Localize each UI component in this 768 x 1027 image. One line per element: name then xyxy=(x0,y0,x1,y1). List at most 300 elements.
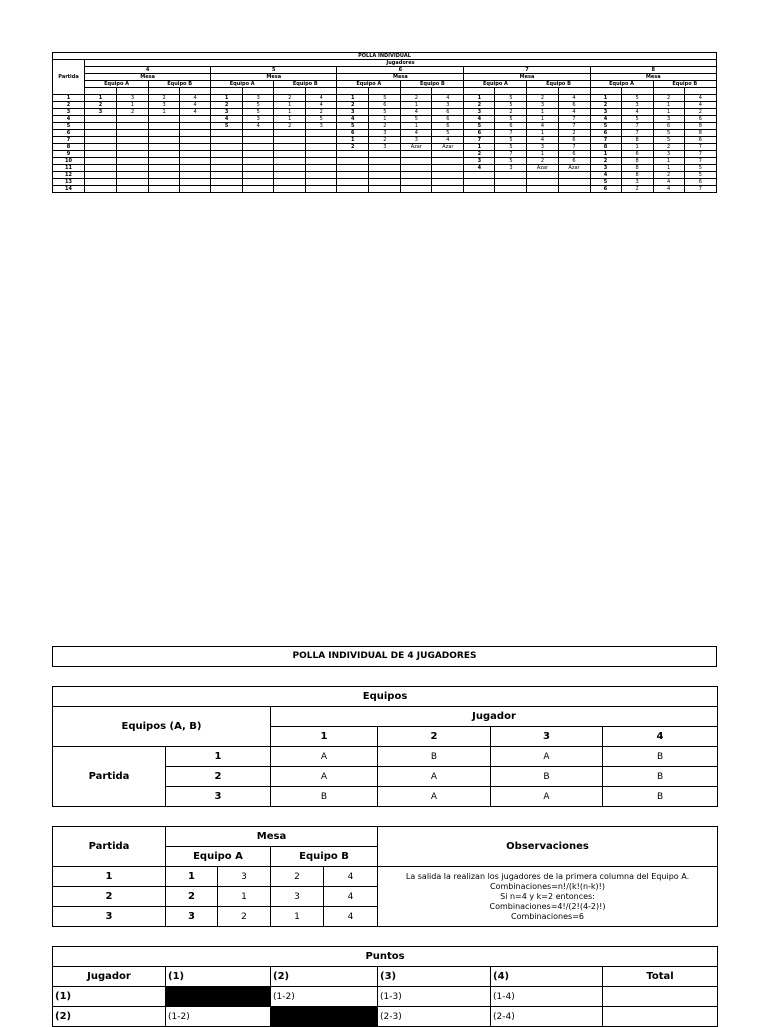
mesa-cell xyxy=(274,144,306,151)
team-cell: B xyxy=(378,747,491,767)
mesa-cell: 5 xyxy=(653,137,684,144)
mesa-cell xyxy=(117,116,149,123)
mesa-cell: 7 xyxy=(495,151,527,158)
equipo-a-header: Equipo A xyxy=(211,81,274,88)
empty-cell xyxy=(211,88,243,95)
mesa-cell xyxy=(180,158,211,165)
player-count-header: 4 xyxy=(85,67,211,74)
mesa-cell: 1 xyxy=(274,116,306,123)
mesa-cell: 2 xyxy=(558,130,590,137)
mesa-cell: 7 xyxy=(495,130,527,137)
partida-number: 1 xyxy=(53,867,166,887)
mesa-cell: 4 xyxy=(464,116,495,123)
mesa-cell: 2 xyxy=(621,186,653,193)
mesa-cell: 5 xyxy=(495,95,527,102)
mesa-cell: 1 xyxy=(653,158,684,165)
mesa-cell: 6 xyxy=(621,151,653,158)
jugadores-header: Jugadores xyxy=(85,60,717,67)
mesa-cell: 6 xyxy=(369,102,401,109)
jugador-header: Jugador xyxy=(53,967,166,987)
mesa-cell: 1 xyxy=(85,95,117,102)
equipo-a-header: Equipo A xyxy=(590,81,653,88)
mesa-cell: 6 xyxy=(558,158,590,165)
jugador-header: Jugador xyxy=(271,707,718,727)
mesa-cell xyxy=(85,179,117,186)
mesa-cell: 7 xyxy=(621,123,653,130)
team-cell: A xyxy=(491,787,603,807)
mesa-cell xyxy=(85,116,117,123)
mesa-cell: 3 xyxy=(369,130,401,137)
mesa-cell: 3 xyxy=(117,95,149,102)
mesa-table xyxy=(52,826,718,927)
mesa-cell xyxy=(401,179,432,186)
table-row xyxy=(53,130,717,137)
empty-cell xyxy=(369,88,401,95)
mesa-cell: 5 xyxy=(464,123,495,130)
equipos-title: Equipos xyxy=(53,687,718,707)
empty-cell xyxy=(337,88,369,95)
matchup-cell: (1-3) xyxy=(378,987,491,1007)
mesa-cell xyxy=(180,116,211,123)
mesa-cell: 2 xyxy=(271,867,324,887)
mesa-cell xyxy=(117,137,149,144)
mesa-cell xyxy=(149,165,180,172)
mesa-cell: 5 xyxy=(369,109,401,116)
mesa-cell: 6 xyxy=(432,109,464,116)
jugador-number: 3 xyxy=(491,727,603,747)
mesa-cell xyxy=(527,179,558,186)
mesa-cell: 2 xyxy=(464,151,495,158)
mesa-cell xyxy=(306,144,337,151)
mesa-cell: 1 xyxy=(271,907,324,927)
mesa-cell xyxy=(274,151,306,158)
mesa-cell xyxy=(274,179,306,186)
mesa-cell: 1 xyxy=(464,95,495,102)
mesa-cell xyxy=(401,165,432,172)
team-cell: A xyxy=(491,747,603,767)
equipo-b-header: Equipo B xyxy=(274,81,337,88)
mesa-cell: 1 xyxy=(527,130,558,137)
partida-number: 5 xyxy=(53,123,85,130)
mesa-cell xyxy=(432,165,464,172)
mesa-cell xyxy=(369,172,401,179)
partida-number: 13 xyxy=(53,179,85,186)
mesa-cell: 5 xyxy=(495,158,527,165)
mesa-cell xyxy=(401,151,432,158)
mesa-cell: 2 xyxy=(464,102,495,109)
total-header: Total xyxy=(603,967,718,987)
mesa-cell: 2 xyxy=(274,123,306,130)
mesa-cell: 3 xyxy=(621,102,653,109)
mesa-header: Mesa xyxy=(85,74,211,81)
mesa-cell: 6 xyxy=(464,130,495,137)
player-count-header: 7 xyxy=(464,67,590,74)
player-column-header: (1) xyxy=(166,967,271,987)
mesa-cell: 5 xyxy=(621,116,653,123)
mesa-cell xyxy=(117,144,149,151)
table-row xyxy=(53,179,717,186)
mesa-cell: 7 xyxy=(621,130,653,137)
blocked-cell xyxy=(166,987,271,1007)
empty-cell xyxy=(401,88,432,95)
mesa-cell xyxy=(401,186,432,193)
empty-cell xyxy=(274,88,306,95)
mesa-cell xyxy=(211,137,243,144)
mesa-cell xyxy=(85,172,117,179)
mesa-cell: 3 xyxy=(464,109,495,116)
mesa-cell: 3 xyxy=(432,102,464,109)
mesa-cell: 7 xyxy=(684,151,716,158)
total-cell xyxy=(603,987,718,1007)
partida-number: 2 xyxy=(53,887,166,907)
equipos-table xyxy=(52,686,718,807)
mesa-cell: 8 xyxy=(684,130,716,137)
partida-number: 3 xyxy=(53,109,85,116)
mesa-cell xyxy=(117,179,149,186)
mesa-cell: 7 xyxy=(590,137,621,144)
mesa-cell: 7 xyxy=(684,186,716,193)
matchup-cell: (2-4) xyxy=(491,1007,603,1027)
mesa-cell: 4 xyxy=(432,95,464,102)
empty-cell xyxy=(621,88,653,95)
mesa-cell xyxy=(149,158,180,165)
mesa-cell xyxy=(274,186,306,193)
equipo-b-header: Equipo B xyxy=(271,847,378,867)
mesa-cell xyxy=(180,123,211,130)
mesa-cell: 6 xyxy=(558,137,590,144)
obs-line: Combinaciones=4!/(2!(4-2)!) xyxy=(489,901,606,911)
mesa-cell: 1 xyxy=(369,116,401,123)
mesa-cell: 2 xyxy=(85,102,117,109)
team-cell: B xyxy=(271,787,378,807)
mesa-cell: 1 xyxy=(464,144,495,151)
partida-number: 1 xyxy=(53,95,85,102)
mesa-cell xyxy=(274,158,306,165)
mesa-cell: Azar xyxy=(432,144,464,151)
mesa-cell xyxy=(306,172,337,179)
empty-cell xyxy=(117,88,149,95)
empty-cell xyxy=(590,88,621,95)
mesa-header: Mesa xyxy=(211,74,337,81)
equipos-ab-header: Equipos (A, B) xyxy=(53,707,271,747)
mesa-cell xyxy=(337,165,369,172)
mesa-cell xyxy=(401,158,432,165)
table-row xyxy=(53,172,717,179)
mesa-cell xyxy=(432,151,464,158)
mesa-cell: 4 xyxy=(337,116,369,123)
mesa-cell: 4 xyxy=(558,109,590,116)
mesa-cell: 3 xyxy=(464,158,495,165)
mesa-cell xyxy=(149,123,180,130)
mesa-cell: 5 xyxy=(495,137,527,144)
mesa-cell xyxy=(117,158,149,165)
mesa-cell xyxy=(558,172,590,179)
observaciones-header: Observaciones xyxy=(378,827,718,867)
matchup-cell: (1-2) xyxy=(271,987,378,1007)
mesa-cell: 3 xyxy=(621,179,653,186)
mesa-cell: 7 xyxy=(684,144,716,151)
mesa-cell: 4 xyxy=(306,102,337,109)
team-cell: B xyxy=(603,747,718,767)
mesa-cell xyxy=(211,179,243,186)
mesa-cell xyxy=(180,137,211,144)
mesa-cell xyxy=(149,151,180,158)
partida-header: Partida xyxy=(53,747,166,807)
team-cell: A xyxy=(271,767,378,787)
mesa-cell: 1 xyxy=(590,151,621,158)
polla-individual-table xyxy=(52,52,717,193)
mesa-cell xyxy=(85,186,117,193)
mesa-cell: 2 xyxy=(166,887,218,907)
mesa-cell: 7 xyxy=(684,158,716,165)
mesa-cell: 5 xyxy=(432,130,464,137)
mesa-cell: 2 xyxy=(337,102,369,109)
mesa-cell xyxy=(306,158,337,165)
mesa-cell: 2 xyxy=(590,158,621,165)
table-row xyxy=(53,144,717,151)
mesa-cell: 3 xyxy=(218,867,271,887)
mesa-cell xyxy=(495,186,527,193)
observaciones-text xyxy=(378,867,718,927)
equipo-b-header: Equipo B xyxy=(653,81,716,88)
mesa-cell xyxy=(337,186,369,193)
mesa-cell: 3 xyxy=(369,144,401,151)
table-row xyxy=(53,158,717,165)
player-count-header: 5 xyxy=(211,67,337,74)
mesa-cell xyxy=(274,165,306,172)
mesa-cell: 5 xyxy=(684,165,716,172)
mesa-cell: 3 xyxy=(653,116,684,123)
mesa-cell xyxy=(527,172,558,179)
table-row xyxy=(53,151,717,158)
mesa-cell: 3 xyxy=(211,109,243,116)
player-row-label: (1) xyxy=(53,987,166,1007)
mesa-cell: 3 xyxy=(271,887,324,907)
mesa-cell: 2 xyxy=(337,144,369,151)
mesa-cell: 1 xyxy=(218,887,271,907)
mesa-cell xyxy=(211,144,243,151)
mesa-cell: 2 xyxy=(211,102,243,109)
mesa-cell xyxy=(85,144,117,151)
mesa-cell: 3 xyxy=(306,123,337,130)
equipo-b-header: Equipo B xyxy=(401,81,464,88)
mesa-cell: 1 xyxy=(653,165,684,172)
mesa-cell: 8 xyxy=(621,165,653,172)
mesa-cell: 2 xyxy=(369,123,401,130)
mesa-cell: 2 xyxy=(495,109,527,116)
mesa-cell: 5 xyxy=(306,116,337,123)
partida-number: 11 xyxy=(53,165,85,172)
mesa-cell xyxy=(243,130,274,137)
partida-header: Partida xyxy=(53,60,85,95)
mesa-cell: 6 xyxy=(558,102,590,109)
mesa-cell: 4 xyxy=(180,102,211,109)
mesa-cell xyxy=(464,179,495,186)
mesa-cell xyxy=(180,130,211,137)
mesa-cell xyxy=(243,151,274,158)
mesa-cell: 4 xyxy=(684,102,716,109)
mesa-cell: 5 xyxy=(243,102,274,109)
mesa-cell: 1 xyxy=(274,109,306,116)
partida-number: 4 xyxy=(53,116,85,123)
mesa-cell xyxy=(149,179,180,186)
mesa-cell xyxy=(85,123,117,130)
mesa-cell: 1 xyxy=(149,109,180,116)
mesa-cell: 1 xyxy=(401,102,432,109)
mesa-cell: 6 xyxy=(558,151,590,158)
mesa-cell: 7 xyxy=(558,123,590,130)
mesa-cell: 1 xyxy=(211,95,243,102)
mesa-cell: 8 xyxy=(684,123,716,130)
mesa-cell: 7 xyxy=(558,116,590,123)
mesa-cell: 6 xyxy=(590,186,621,193)
mesa-cell: 5 xyxy=(590,179,621,186)
mesa-cell xyxy=(211,186,243,193)
mesa-cell: 6 xyxy=(495,123,527,130)
mesa-cell: 2 xyxy=(218,907,271,927)
mesa-cell xyxy=(306,151,337,158)
player-column-header: (3) xyxy=(378,967,491,987)
mesa-cell: 4 xyxy=(527,137,558,144)
mesa-cell: 1 xyxy=(590,95,621,102)
mesa-cell: 4 xyxy=(527,123,558,130)
mesa-cell: 4 xyxy=(653,186,684,193)
mesa-cell xyxy=(211,158,243,165)
mesa-cell xyxy=(274,172,306,179)
jugador-number: 4 xyxy=(603,727,718,747)
mesa-cell xyxy=(401,172,432,179)
mesa-cell: 5 xyxy=(495,116,527,123)
mesa-cell: 6 xyxy=(684,116,716,123)
mesa-cell: 6 xyxy=(432,123,464,130)
table-row xyxy=(53,123,717,130)
mesa-cell: 4 xyxy=(684,95,716,102)
mesa-cell xyxy=(85,130,117,137)
empty-cell xyxy=(243,88,274,95)
mesa-cell xyxy=(306,137,337,144)
empty-cell xyxy=(180,88,211,95)
partida-number: 14 xyxy=(53,186,85,193)
mesa-cell: 2 xyxy=(653,172,684,179)
partida-header: Partida xyxy=(53,827,166,867)
partida-number: 10 xyxy=(53,158,85,165)
mesa-cell xyxy=(149,116,180,123)
team-cell: B xyxy=(603,787,718,807)
team-cell: B xyxy=(603,767,718,787)
mesa-cell xyxy=(243,158,274,165)
mesa-cell xyxy=(527,186,558,193)
mesa-cell: 4 xyxy=(180,109,211,116)
partida-number: 2 xyxy=(166,767,271,787)
equipo-a-header: Equipo A xyxy=(464,81,527,88)
mesa-cell: 4 xyxy=(558,95,590,102)
mesa-cell xyxy=(180,165,211,172)
obs-line: La salida la realizan los jugadores de la primera columna del Equipo A. xyxy=(405,871,690,881)
mesa-cell: 1 xyxy=(166,867,218,887)
mesa-cell xyxy=(495,179,527,186)
mesa-cell xyxy=(306,186,337,193)
mesa-cell xyxy=(243,179,274,186)
mesa-cell xyxy=(432,179,464,186)
mesa-cell: 3 xyxy=(166,907,218,927)
mesa-cell xyxy=(211,130,243,137)
mesa-cell: 5 xyxy=(495,144,527,151)
mesa-cell: 6 xyxy=(684,179,716,186)
mesa-cell xyxy=(243,137,274,144)
empty-cell xyxy=(527,88,558,95)
mesa-cell: 1 xyxy=(401,123,432,130)
mesa-cell xyxy=(149,144,180,151)
matchup-cell: (1-2) xyxy=(166,1007,271,1027)
team-cell: A xyxy=(271,747,378,767)
mesa-cell: 4 xyxy=(401,130,432,137)
mesa-cell: 6 xyxy=(653,123,684,130)
mesa-cell xyxy=(180,172,211,179)
empty-cell xyxy=(558,88,590,95)
mesa-cell xyxy=(369,165,401,172)
mesa-cell: 3 xyxy=(337,109,369,116)
mesa-cell xyxy=(243,144,274,151)
equipo-a-header: Equipo A xyxy=(85,81,149,88)
player-row-label: (2) xyxy=(53,1007,166,1027)
mesa-cell: 2 xyxy=(527,95,558,102)
mesa-header: Mesa xyxy=(166,827,378,847)
player-column-header: (4) xyxy=(491,967,603,987)
mesa-cell: 5 xyxy=(495,102,527,109)
partida-number: 6 xyxy=(53,130,85,137)
table-row xyxy=(53,95,717,102)
mesa-cell: Azar xyxy=(401,144,432,151)
partida-number: 3 xyxy=(53,907,166,927)
empty-cell xyxy=(432,88,464,95)
player-column-header: (2) xyxy=(271,967,378,987)
equipo-b-header: Equipo B xyxy=(149,81,211,88)
mesa-cell: 2 xyxy=(306,109,337,116)
empty-cell xyxy=(149,88,180,95)
mesa-cell xyxy=(558,186,590,193)
mesa-cell xyxy=(306,179,337,186)
mesa-cell: 2 xyxy=(684,109,716,116)
mesa-cell xyxy=(274,137,306,144)
mesa-cell xyxy=(558,179,590,186)
partida-number: 3 xyxy=(166,787,271,807)
mesa-cell: 4 xyxy=(211,116,243,123)
player-count-header: 8 xyxy=(590,67,716,74)
partida-number: 12 xyxy=(53,172,85,179)
mesa-cell: 5 xyxy=(337,123,369,130)
mesa-cell xyxy=(337,172,369,179)
table-row xyxy=(53,137,717,144)
mesa-cell xyxy=(85,137,117,144)
mesa-cell: 5 xyxy=(621,95,653,102)
partida-number: 9 xyxy=(53,151,85,158)
mesa-cell: 5 xyxy=(653,130,684,137)
player-count-header: 6 xyxy=(337,67,464,74)
mesa-cell: 1 xyxy=(337,137,369,144)
mesa-cell xyxy=(369,186,401,193)
mesa-cell xyxy=(464,172,495,179)
mesa-cell: 5 xyxy=(684,172,716,179)
mesa-cell xyxy=(85,165,117,172)
mesa-cell: 7 xyxy=(558,144,590,151)
obs-line: Si n=4 y k=2 entonces: xyxy=(500,891,595,901)
mesa-cell: 2 xyxy=(117,109,149,116)
mesa-cell xyxy=(85,151,117,158)
small-table-title: POLLA INDIVIDUAL xyxy=(53,53,717,60)
mesa-cell: 4 xyxy=(243,123,274,130)
mesa-cell: 3 xyxy=(243,95,274,102)
mesa-cell xyxy=(495,172,527,179)
